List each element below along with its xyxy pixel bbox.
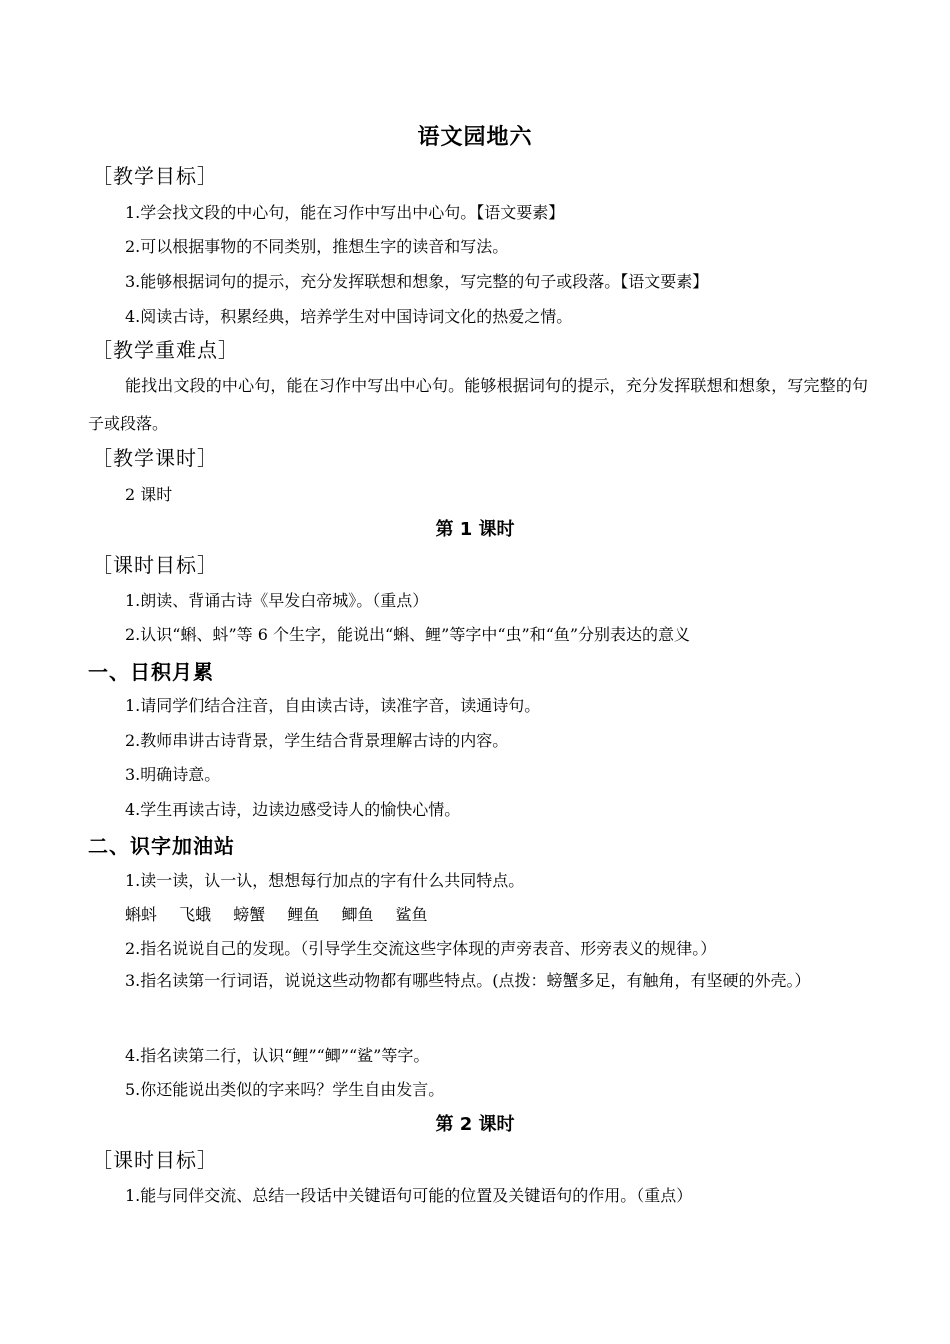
word: 飞蛾 bbox=[179, 905, 212, 924]
lesson-1-title: 第 1 课时 bbox=[435, 519, 515, 540]
lesson-1-goal-item: 2.认识“蝌、蚪”等 6 个生字，能说出“蝌、鲤”等字中“虫”和“鱼”分别表达的意义 bbox=[125, 625, 691, 644]
lesson-2-goals-heading: ［课时目标］ bbox=[92, 1148, 218, 1172]
part-1-item: 2.教师串讲古诗背景，学生结合背景理解古诗的内容。 bbox=[125, 731, 509, 750]
part-2-item: 3.指名读第一行词语，说说这些动物都有哪些特点。(点拨：螃蟹多足，有触角，有坚硬的外壳。） bbox=[125, 971, 811, 990]
key-points-heading: ［教学重难点］ bbox=[92, 338, 239, 362]
part-2-item: 1.读一读，认一认，想想每行加点的字有什么共同特点。 bbox=[125, 871, 525, 890]
hours-heading: ［教学课时］ bbox=[92, 446, 218, 470]
part-1-heading: 一、日积月累 bbox=[88, 660, 214, 684]
goal-item: 3.能够根据词句的提示，充分发挥联想和想象，写完整的句子或段落。【语文要素】 bbox=[125, 272, 709, 291]
part-1-item: 1.请同学们结合注音，自由读古诗，读准字音，读通诗句。 bbox=[125, 696, 541, 715]
lesson-2-title: 第 2 课时 bbox=[435, 1114, 515, 1135]
word: 鲤鱼 bbox=[287, 905, 320, 924]
goal-item: 4.阅读古诗，积累经典，培养学生对中国诗词文化的热爱之情。 bbox=[125, 307, 573, 326]
part-1-item: 3.明确诗意。 bbox=[125, 765, 221, 784]
part-2-heading: 二、识字加油站 bbox=[88, 834, 235, 858]
key-points-text: 能找出文段的中心句，能在习作中写出中心句。能够根据词句的提示，充分发挥联想和想象，写完整的句子或段落。 bbox=[88, 376, 868, 433]
word: 鲫鱼 bbox=[341, 905, 374, 924]
word: 蝌蚪 bbox=[125, 905, 158, 924]
word: 鲨鱼 bbox=[395, 905, 428, 924]
part-2-item: 2.指名说说自己的发现。（引导学生交流这些字体现的声旁表音、形旁表义的规律。） bbox=[125, 939, 717, 958]
goals-heading: ［教学目标］ bbox=[92, 164, 218, 188]
word-list bbox=[125, 902, 445, 925]
lesson-1-goal-item: 1.朗读、背诵古诗《早发白帝城》。（重点） bbox=[125, 591, 429, 610]
part-2-item: 4.指名读第二行，认识“鲤”“鲫”“鲨”等字。 bbox=[125, 1046, 430, 1065]
word: 螃蟹 bbox=[233, 905, 266, 924]
page-title: 语文园地六 bbox=[417, 125, 533, 150]
hours-text: 2 课时 bbox=[125, 485, 173, 504]
part-1-item: 4.学生再读古诗，边读边感受诗人的愉快心情。 bbox=[125, 800, 461, 819]
part-2-item: 5.你还能说出类似的字来吗？学生自由发言。 bbox=[125, 1080, 445, 1099]
lesson-2-goal-item: 1.能与同伴交流、总结一段话中关键语句可能的位置及关键语句的作用。（重点） bbox=[125, 1186, 693, 1205]
lesson-1-goals-heading: ［课时目标］ bbox=[92, 553, 218, 577]
goal-item: 2.可以根据事物的不同类别，推想生字的读音和写法。 bbox=[125, 237, 509, 256]
goal-item: 1.学会找文段的中心句，能在习作中写出中心句。【语文要素】 bbox=[125, 203, 565, 222]
